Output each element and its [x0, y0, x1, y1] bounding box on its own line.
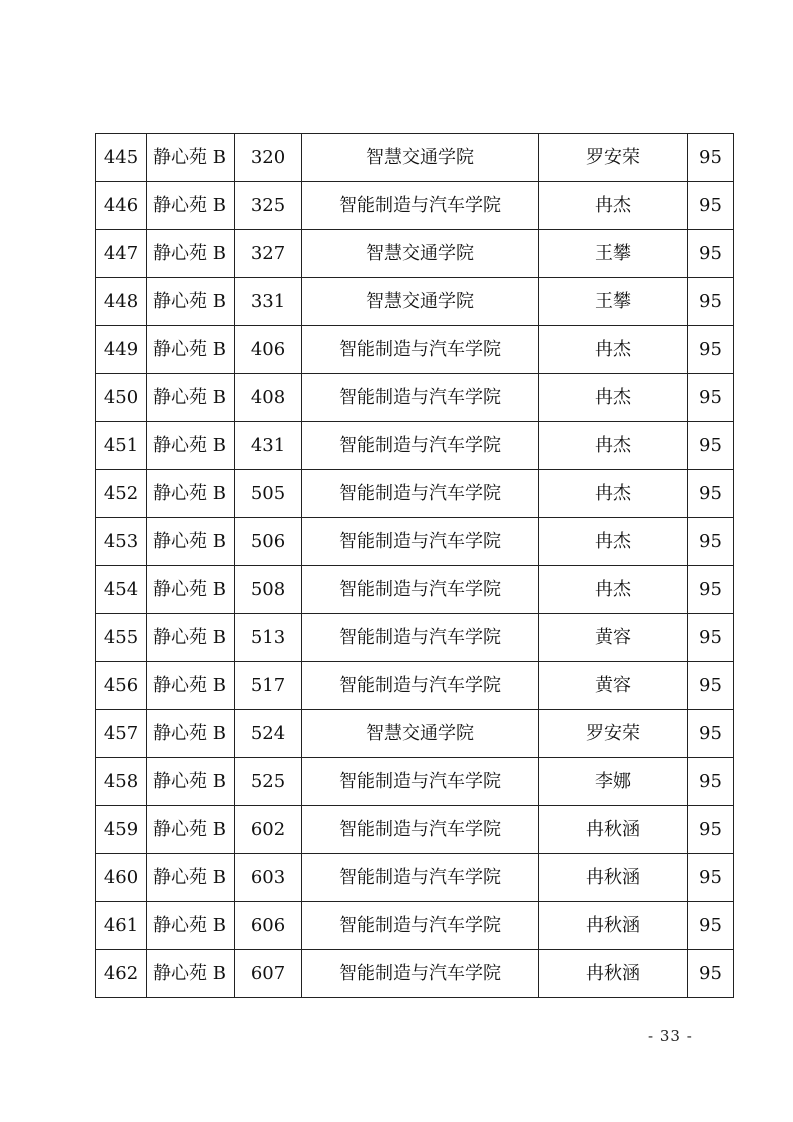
cell-score: 95 — [688, 566, 734, 614]
cell-college: 智能制造与汽车学院 — [302, 422, 539, 470]
cell-person: 罗安荣 — [539, 710, 688, 758]
cell-number: 458 — [96, 758, 147, 806]
cell-person: 冉杰 — [539, 422, 688, 470]
cell-score: 95 — [688, 518, 734, 566]
cell-dormitory: 静心苑 B — [147, 614, 235, 662]
cell-number: 451 — [96, 422, 147, 470]
cell-college: 智能制造与汽车学院 — [302, 806, 539, 854]
cell-score: 95 — [688, 614, 734, 662]
table-row — [96, 518, 734, 566]
cell-dormitory: 静心苑 B — [147, 182, 235, 230]
cell-college: 智能制造与汽车学院 — [302, 950, 539, 998]
cell-dormitory: 静心苑 B — [147, 470, 235, 518]
cell-room: 327 — [235, 230, 302, 278]
cell-college: 智慧交通学院 — [302, 134, 539, 182]
cell-person: 冉杰 — [539, 566, 688, 614]
cell-number: 446 — [96, 182, 147, 230]
table-row — [96, 326, 734, 374]
cell-college: 智能制造与汽车学院 — [302, 662, 539, 710]
cell-college: 智慧交通学院 — [302, 278, 539, 326]
cell-college: 智能制造与汽车学院 — [302, 326, 539, 374]
cell-score: 95 — [688, 182, 734, 230]
cell-number: 457 — [96, 710, 147, 758]
cell-person: 罗安荣 — [539, 134, 688, 182]
cell-dormitory: 静心苑 B — [147, 902, 235, 950]
cell-person: 冉秋涵 — [539, 806, 688, 854]
cell-score: 95 — [688, 662, 734, 710]
cell-number: 462 — [96, 950, 147, 998]
cell-score: 95 — [688, 422, 734, 470]
cell-person: 冉杰 — [539, 374, 688, 422]
cell-number: 450 — [96, 374, 147, 422]
cell-dormitory: 静心苑 B — [147, 950, 235, 998]
cell-person: 王攀 — [539, 278, 688, 326]
cell-room: 606 — [235, 902, 302, 950]
table-row — [96, 758, 734, 806]
table-row — [96, 374, 734, 422]
cell-dormitory: 静心苑 B — [147, 710, 235, 758]
cell-college: 智能制造与汽车学院 — [302, 854, 539, 902]
cell-dormitory: 静心苑 B — [147, 518, 235, 566]
table-row — [96, 662, 734, 710]
cell-person: 冉秋涵 — [539, 902, 688, 950]
cell-score: 95 — [688, 230, 734, 278]
cell-room: 406 — [235, 326, 302, 374]
cell-number: 460 — [96, 854, 147, 902]
table-row — [96, 230, 734, 278]
table-row — [96, 854, 734, 902]
cell-number: 461 — [96, 902, 147, 950]
cell-college: 智慧交通学院 — [302, 230, 539, 278]
cell-room: 524 — [235, 710, 302, 758]
cell-person: 冉秋涵 — [539, 854, 688, 902]
cell-score: 95 — [688, 374, 734, 422]
dormitory-score-table — [95, 133, 734, 998]
cell-college: 智能制造与汽车学院 — [302, 566, 539, 614]
table-row — [96, 806, 734, 854]
cell-score: 95 — [688, 902, 734, 950]
cell-score: 95 — [688, 758, 734, 806]
cell-college: 智能制造与汽车学院 — [302, 614, 539, 662]
cell-number: 447 — [96, 230, 147, 278]
cell-room: 602 — [235, 806, 302, 854]
cell-room: 508 — [235, 566, 302, 614]
cell-room: 431 — [235, 422, 302, 470]
table-row — [96, 566, 734, 614]
cell-score: 95 — [688, 470, 734, 518]
cell-score: 95 — [688, 134, 734, 182]
cell-dormitory: 静心苑 B — [147, 854, 235, 902]
cell-college: 智能制造与汽车学院 — [302, 758, 539, 806]
cell-number: 448 — [96, 278, 147, 326]
cell-dormitory: 静心苑 B — [147, 422, 235, 470]
cell-number: 459 — [96, 806, 147, 854]
cell-dormitory: 静心苑 B — [147, 374, 235, 422]
cell-number: 456 — [96, 662, 147, 710]
cell-college: 智能制造与汽车学院 — [302, 182, 539, 230]
cell-score: 95 — [688, 326, 734, 374]
cell-college: 智能制造与汽车学院 — [302, 902, 539, 950]
cell-dormitory: 静心苑 B — [147, 278, 235, 326]
cell-dormitory: 静心苑 B — [147, 662, 235, 710]
cell-number: 452 — [96, 470, 147, 518]
table-row — [96, 278, 734, 326]
cell-person: 冉杰 — [539, 518, 688, 566]
cell-score: 95 — [688, 278, 734, 326]
cell-person: 冉杰 — [539, 470, 688, 518]
cell-dormitory: 静心苑 B — [147, 758, 235, 806]
table-row — [96, 902, 734, 950]
table-row — [96, 950, 734, 998]
cell-number: 449 — [96, 326, 147, 374]
cell-person: 黄容 — [539, 614, 688, 662]
table-row — [96, 614, 734, 662]
page-number: - 33 - — [648, 1027, 693, 1045]
cell-person: 冉杰 — [539, 326, 688, 374]
cell-room: 506 — [235, 518, 302, 566]
table-row — [96, 134, 734, 182]
table-row — [96, 710, 734, 758]
table-row — [96, 422, 734, 470]
cell-room: 517 — [235, 662, 302, 710]
cell-number: 454 — [96, 566, 147, 614]
cell-number: 455 — [96, 614, 147, 662]
cell-number: 453 — [96, 518, 147, 566]
cell-score: 95 — [688, 806, 734, 854]
cell-room: 607 — [235, 950, 302, 998]
cell-college: 智能制造与汽车学院 — [302, 470, 539, 518]
cell-room: 603 — [235, 854, 302, 902]
cell-score: 95 — [688, 710, 734, 758]
cell-person: 王攀 — [539, 230, 688, 278]
cell-room: 513 — [235, 614, 302, 662]
table-row — [96, 182, 734, 230]
cell-dormitory: 静心苑 B — [147, 566, 235, 614]
cell-room: 525 — [235, 758, 302, 806]
cell-score: 95 — [688, 950, 734, 998]
cell-room: 408 — [235, 374, 302, 422]
cell-score: 95 — [688, 854, 734, 902]
cell-dormitory: 静心苑 B — [147, 230, 235, 278]
cell-dormitory: 静心苑 B — [147, 134, 235, 182]
cell-college: 智能制造与汽车学院 — [302, 518, 539, 566]
cell-room: 331 — [235, 278, 302, 326]
cell-person: 李娜 — [539, 758, 688, 806]
cell-college: 智慧交通学院 — [302, 710, 539, 758]
cell-room: 325 — [235, 182, 302, 230]
cell-room: 505 — [235, 470, 302, 518]
cell-person: 黄容 — [539, 662, 688, 710]
cell-dormitory: 静心苑 B — [147, 326, 235, 374]
table-body — [96, 134, 734, 998]
cell-person: 冉秋涵 — [539, 950, 688, 998]
cell-person: 冉杰 — [539, 182, 688, 230]
cell-room: 320 — [235, 134, 302, 182]
cell-college: 智能制造与汽车学院 — [302, 374, 539, 422]
table-row — [96, 470, 734, 518]
cell-dormitory: 静心苑 B — [147, 806, 235, 854]
cell-number: 445 — [96, 134, 147, 182]
